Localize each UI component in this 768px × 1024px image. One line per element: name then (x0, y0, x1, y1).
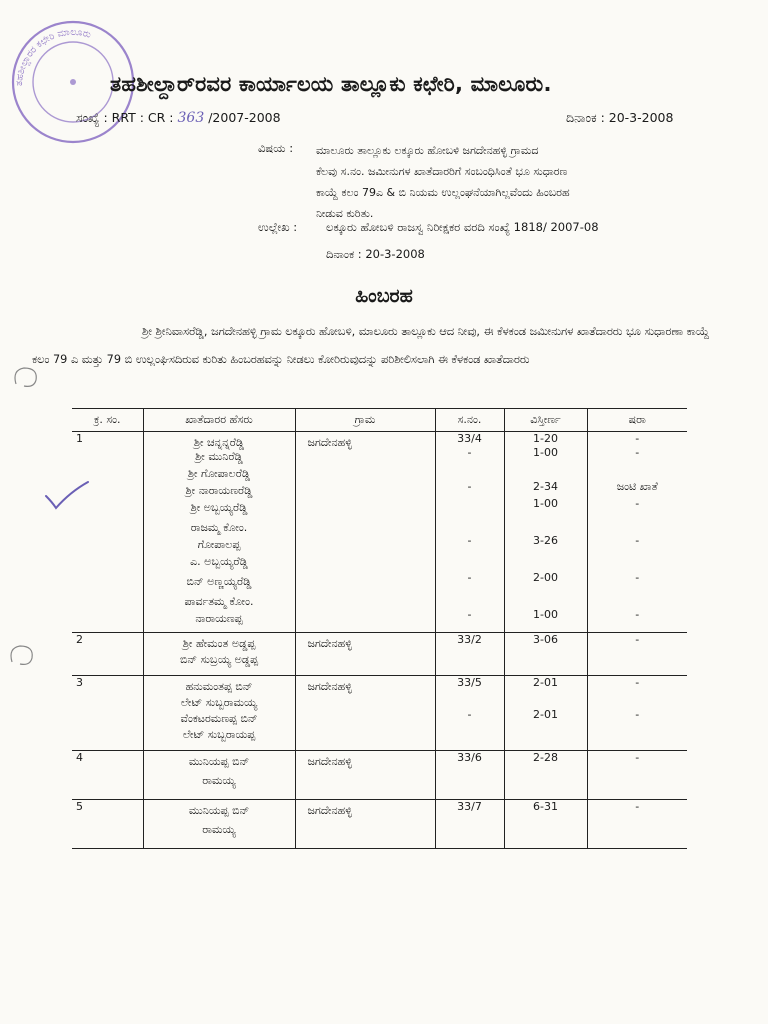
survey-number: - (467, 608, 472, 621)
extent-cell (504, 800, 587, 849)
extent-value (509, 548, 583, 568)
table-row (72, 800, 687, 849)
serial-number: 4 (76, 751, 83, 764)
survey-no-cell (435, 676, 504, 751)
col-header-name: ಖಾತೆದಾರರ ಹೆಸರು (143, 409, 295, 432)
header-date: ದಿನಾಂಕ : 20-3-2008 (566, 110, 674, 125)
survey-number (440, 548, 500, 568)
survey-number (440, 814, 500, 838)
survey-no-cell (435, 800, 504, 849)
village-name: ಜಗದೇನಹಳ್ಳಿ (307, 680, 352, 693)
holder-name: ಮುನಿಯಪ್ಪ ಬಿನ್ (188, 804, 250, 817)
subject-line: ನೀಡುವ ಕುರಿತು. (316, 207, 374, 220)
col-header-remarks: ಷರಾ (587, 409, 687, 432)
holder-name: ನಾರಾಯಣಪ್ಪ (195, 612, 243, 625)
survey-number: - (467, 446, 472, 459)
extent-value: 6-31 (533, 800, 558, 813)
holder-name: ವೆಂಕಟರಮಣಪ್ಪ ಬಿನ್ (180, 712, 258, 725)
survey-number (440, 460, 500, 480)
ref-handwritten-number: 363 (177, 110, 205, 126)
serial-number: 1 (76, 432, 83, 445)
remarks-value: - (635, 676, 640, 689)
extent-cell (504, 432, 587, 633)
remarks-cell (587, 432, 687, 633)
survey-number (440, 494, 500, 514)
extent-value (509, 647, 583, 665)
table-row (72, 633, 687, 676)
remarks-value: - (635, 708, 640, 721)
extent-cell (504, 751, 587, 800)
holder-name: ಶ್ರೀ ಗೋಪಾಲರೆಡ್ಡಿ (187, 467, 251, 480)
survey-number (440, 765, 500, 789)
paper-clip-icon (10, 362, 44, 392)
remarks-cell (587, 676, 687, 751)
extent-value: 1-00 (533, 497, 558, 510)
serial-number: 2 (76, 633, 83, 646)
extent-value: 2-34 (533, 480, 558, 493)
survey-number: - (467, 480, 472, 493)
village-cell (295, 751, 435, 800)
remarks-value (592, 514, 684, 534)
survey-number: - (467, 708, 472, 721)
extent-value: 2-01 (533, 708, 558, 721)
survey-no-cell (435, 751, 504, 800)
holder-name: ಎ. ಅಬ್ಬಯ್ಯರೆಡ್ಡಿ (190, 555, 248, 568)
remarks-value: - (635, 571, 640, 584)
serial-cell (72, 800, 143, 849)
survey-number (440, 514, 500, 534)
document-title: ಹಿಂಬರಹ (355, 285, 413, 307)
extent-value: 1-00 (533, 446, 558, 459)
col-header-survey-no: ಸ.ನಂ. (435, 409, 504, 432)
serial-cell (72, 676, 143, 751)
survey-number (440, 722, 500, 740)
serial-number: 3 (76, 676, 83, 689)
col-header-extent: ವಿಸ್ತೀರ್ಣ (504, 409, 587, 432)
holder-name: ಬಿನ್ ಅಣ್ಣಯ್ಯರೆಡ್ಡಿ (186, 575, 252, 588)
serial-cell (72, 432, 143, 633)
village-name: ಜಗದೇನಹಳ್ಳಿ (307, 637, 352, 650)
survey-no-cell (435, 432, 504, 633)
remarks-value (592, 460, 684, 480)
extent-value (509, 514, 583, 534)
remarks-value (592, 588, 684, 608)
remarks-cell (587, 800, 687, 849)
holder-name: ಶ್ರೀ ನಾರಾಯಣರೆಡ್ಡಿ (185, 484, 253, 497)
village-cell (295, 432, 435, 633)
remarks-value: - (635, 446, 640, 459)
survey-number (440, 647, 500, 665)
survey-number: 33/2 (457, 633, 482, 646)
remarks-value: - (635, 534, 640, 547)
survey-no-cell (435, 633, 504, 676)
extent-value (509, 588, 583, 608)
holder-name: ಶ್ರೀ ಹೇಮಂತ ಅಡ್ಡಪ್ಪ (182, 637, 256, 650)
extent-value: 2-00 (533, 571, 558, 584)
holder-name: ರಾಜಮ್ಮ ಕೋಂ. (190, 521, 248, 534)
svg-text:ತಹಶೀಲ್ದಾರರ ಕಛೇರಿ ಮಾಲೂರು (14, 27, 92, 86)
extent-value: 2-28 (533, 751, 558, 764)
reference-text: ಲಕ್ಕೂರು ಹೋಬಳಿ ರಾಜಸ್ವ ನಿರೀಕ್ಷಕರ ವರದಿ ಸಂಖ್ಯೆ 1818/ 2007-08 (326, 220, 599, 234)
holder-name: ರಾಮಯ್ಯ (202, 823, 236, 836)
holder-name: ಶ್ರೀ ಮುನಿರೆಡ್ಡಿ (195, 450, 243, 463)
col-header-village: ಗ್ರಾಮ (295, 409, 435, 432)
extent-value (509, 765, 583, 789)
name-cell (143, 432, 295, 633)
holder-name: ರಾಮಯ್ಯ (202, 774, 236, 787)
survey-number: 33/6 (457, 751, 482, 764)
remarks-value: - (635, 751, 640, 764)
remarks-value: ಜಂಟಿ ಖಾತೆ (616, 480, 658, 493)
name-cell (143, 633, 295, 676)
remarks-value (592, 722, 684, 740)
remarks-value (592, 548, 684, 568)
extent-value: 3-26 (533, 534, 558, 547)
holders-table (72, 408, 687, 849)
village-cell (295, 676, 435, 751)
extent-value: 1-00 (533, 608, 558, 621)
holder-name: ಮುನಿಯಪ್ಪ ಬಿನ್ (188, 755, 250, 768)
extent-value (509, 814, 583, 838)
extent-value: 1-20 (533, 432, 558, 445)
village-name: ಜಗದೇನಹಳ್ಳಿ (307, 436, 352, 449)
table-row (72, 751, 687, 800)
serial-cell (72, 633, 143, 676)
name-cell (143, 676, 295, 751)
extent-value (509, 690, 583, 708)
subject-line: ಕೆಲವು ಸ.ನಂ. ಜಮೀನುಗಳ ಖಾತೆದಾರರಿಗೆ ಸಂಬಂಧಿಸಿಂತೆ ಭೂ ಸುಧಾರಣ (316, 165, 568, 178)
extent-value (509, 722, 583, 740)
survey-number (440, 690, 500, 708)
survey-number: - (467, 534, 472, 547)
table-header-row (72, 409, 687, 432)
ref-prefix: ಸಂಖ್ಯೆ : RRT : CR : (76, 110, 174, 125)
holder-name: ಗೋಪಾಲಪ್ಪ (197, 538, 241, 551)
reference-label: ಉಲ್ಲೇಖ : (258, 220, 298, 234)
holder-name: ಶ್ರೀ ಅಬ್ಬಯ್ಯರೆಡ್ಡಿ (190, 501, 248, 514)
village-cell (295, 633, 435, 676)
ref-suffix: /2007-2008 (208, 110, 281, 125)
name-cell (143, 800, 295, 849)
body-paragraph: ಶ್ರೀ ಶ್ರೀನಿವಾಸರೆಡ್ಡಿ, ಜಗದೇನಹಳ್ಳಿ ಗ್ರಾಮ ಲಕ್ಕೂರು ಹೋಬಳಿ, ಮಾಲೂರು ತಾಲ್ಲೂಕು ಆದ ನೀವು, ಈ ಕೆಳಕಂಡ ಜಮೀನುಗಳ ಖಾತೆದಾರರು ಭೂ ಸುಧಾರಣಾ ಕಾಯ್ದೆ ಕಲಂ 79 ಎ ಮತ್ತು 79 ಬಿ ಉಲ್ಲಂಘಿಸದಿರುವ ಕುರಿತು ಹಿಂಬರಹವನ್ನು ನೀಡಲು ಕೋರಿರುವುದನ್ನು ಪರಿಶೀಲಿಸಲಾಗಿ ಈ ಕೆಳಕಂಡ ಖಾತೆದಾರರು (32, 325, 710, 366)
extent-cell (504, 676, 587, 751)
remarks-cell (587, 633, 687, 676)
survey-number: 33/7 (457, 800, 482, 813)
subject-line: ಕಾಯ್ದೆ ಕಲಂ 79ಎ & ಬಿ ನಿಯಮ ಉಲ್ಲಂಘನೆಯಾಗಿಲ್ಲವೆಂದು ಹಿಂಬರಹ (316, 186, 570, 199)
survey-number: 33/5 (457, 676, 482, 689)
remarks-value: - (635, 497, 640, 510)
reference-number (76, 110, 281, 126)
village-name: ಜಗದೇನಹಳ್ಳಿ (307, 755, 352, 768)
remarks-value (592, 690, 684, 708)
remarks-value: - (635, 633, 640, 646)
remarks-value: - (635, 608, 640, 621)
holder-name: ಲೇಟ್ ಸುಬ್ಬರಾಯಪ್ಪ (182, 728, 256, 741)
name-cell (143, 751, 295, 800)
extent-value: 3-06 (533, 633, 558, 646)
table-row (72, 432, 687, 633)
subject-line: ಮಾಲೂರು ತಾಲ್ಲೂಕು ಲಕ್ಕೂರು ಹೋಬಳಿ ಜಗದೇನಹಳ್ಳಿ ಗ್ರಾಮದ (316, 144, 539, 157)
survey-number: - (467, 571, 472, 584)
subject-label: ವಿಷಯ : (258, 141, 294, 155)
remarks-cell (587, 751, 687, 800)
serial-cell (72, 751, 143, 800)
holder-name: ಶ್ರೀ ಚನ್ನನ್ನರೆಡ್ಡಿ (193, 436, 245, 449)
remarks-value (592, 647, 684, 665)
survey-number (440, 588, 500, 608)
stamp-text: ತಹಶೀಲ್ದಾರರ ಕಛೇರಿ ಮಾಲೂರು (13, 26, 93, 87)
extent-value (509, 460, 583, 480)
subject-text (316, 140, 676, 224)
remarks-value: - (635, 800, 640, 813)
holder-name: ಲೇಟ್ ಸುಬ್ಬರಾಮಯ್ಯ (180, 696, 258, 709)
reference-date: ದಿನಾಂಕ : 20-3-2008 (326, 247, 425, 261)
table-row (72, 676, 687, 751)
col-header-serial: ಕ್ರ. ಸಂ. (72, 409, 143, 432)
remarks-value: - (635, 432, 640, 445)
extent-value: 2-01 (533, 676, 558, 689)
serial-number: 5 (76, 800, 83, 813)
extent-cell (504, 633, 587, 676)
remarks-value (592, 814, 684, 838)
paper-clip-icon (6, 640, 40, 670)
holder-name: ಪಾರ್ವತಮ್ಮ ಕೋಂ. (184, 595, 254, 608)
village-cell (295, 800, 435, 849)
village-name: ಜಗದೇನಹಳ್ಳಿ (307, 804, 352, 817)
holder-name: ಬಿನ್ ಸುಬ್ರಯ್ಯ ಅಡ್ಡಪ್ಪ (179, 653, 259, 666)
office-heading: ತಹಶೀಲ್ದಾರ್‌ರವರ ಕಾರ್ಯಾಲಯ ತಾಲ್ಲೂಕು ಕಛೇರಿ, ಮಾಲೂರು. (110, 72, 552, 96)
remarks-value (592, 765, 684, 789)
holder-name: ಹನುಮಂತಪ್ಪ ಬಿನ್ (185, 680, 253, 693)
survey-number: 33/4 (457, 432, 482, 445)
